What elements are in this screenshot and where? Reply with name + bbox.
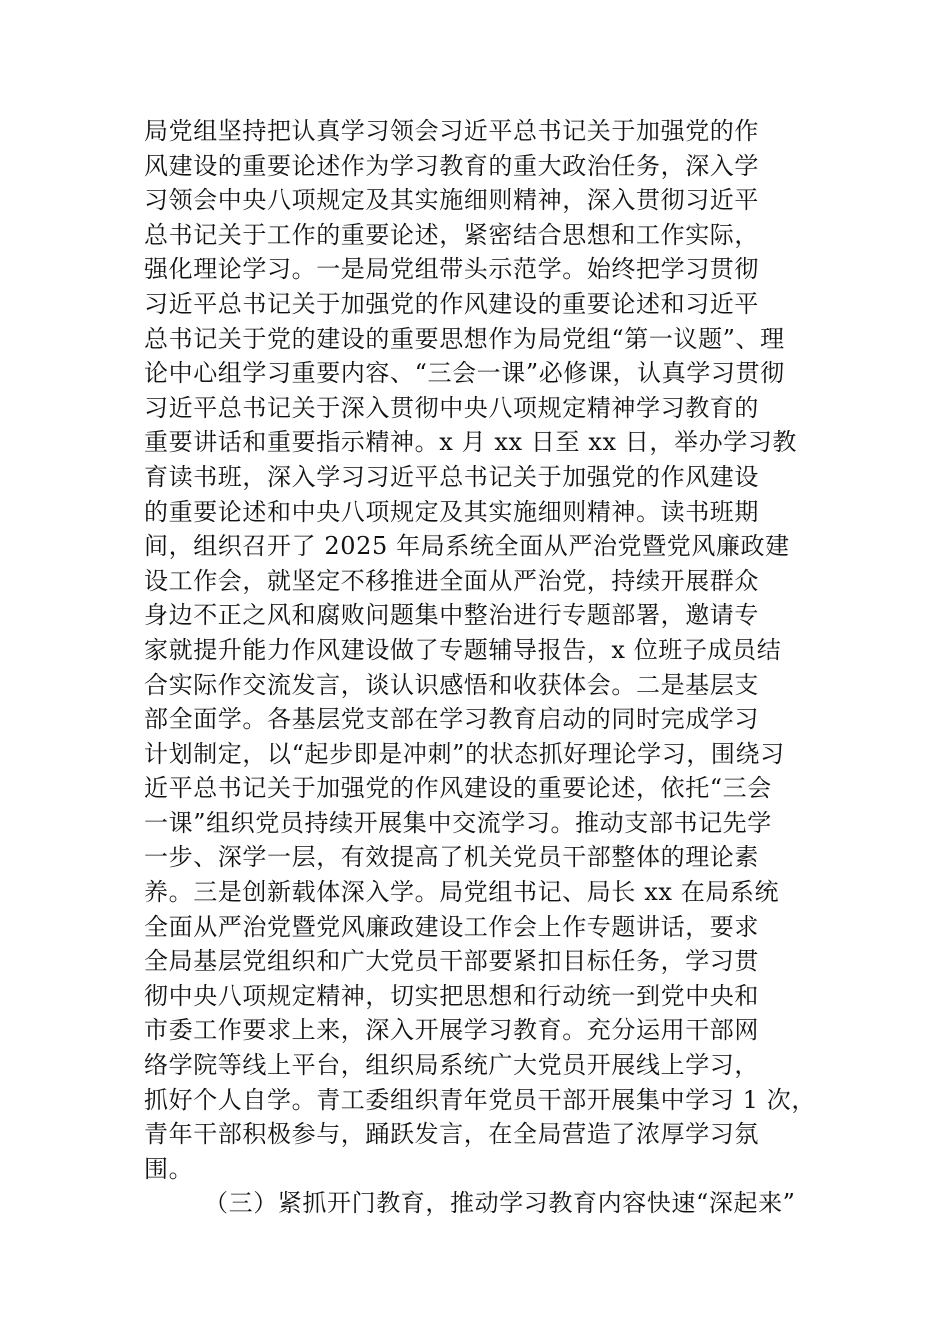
- text-line-3: 习领会中央八项规定及其实施细则精神，深入贯彻习近平: [144, 186, 759, 215]
- text-line-20: 近平总书记关于加强党的作风建设的重要论述，依托“三会: [144, 774, 772, 803]
- text-line-28: 络学院等线上平台，组织局系统广大党员开展线上学习，: [144, 1051, 759, 1080]
- text-line-16: 家就提升能力作风建设做了专题辅导报告，x 位班子成员结: [144, 635, 782, 664]
- text-line-30: 青年干部积极参与，踊跃发言，在全局营造了浓厚学习氛: [144, 1120, 759, 1149]
- text-line-17: 合实际作交流发言，谈认识感悟和收获体会。二是基层支: [144, 670, 759, 699]
- text-line-5: 强化理论学习。一是局党组带头示范学。始终把学习贯彻: [144, 255, 759, 284]
- text-line-8: 论中心组学习重要内容、“三会一课”必修课，认真学习贯彻: [144, 359, 785, 388]
- text-line-18: 部全面学。各基层党支部在学习教育启动的同时完成学习: [144, 705, 759, 734]
- text-line-29: 抓好个人自学。青工委组织青年党员干部开展集中学习 1 次，: [144, 1085, 816, 1114]
- text-line-14: 设工作会，就坚定不移推进全面从严治党，持续开展群众: [144, 566, 759, 595]
- text-line-13: 间，组织召开了 2025 年局系统全面从严治党暨党风廉政建: [144, 532, 790, 561]
- text-line-11: 育读书班，深入学习习近平总书记关于加强党的作风建设: [144, 462, 759, 491]
- text-line-10: 重要讲话和重要指示精神。x 月 xx 日至 xx 日，举办学习教: [144, 428, 798, 457]
- text-line-9: 习近平总书记关于深入贯彻中央八项规定精神学习教育的: [144, 393, 759, 422]
- text-line-21: 一课”组织党员持续开展集中交流学习。推动支部书记先学: [144, 808, 772, 837]
- text-line-7: 总书记关于党的建设的重要思想作为局党组“第一议题”、理: [144, 324, 785, 353]
- text-line-22: 一步、深学一层，有效提高了机关党员干部整体的理论素: [144, 843, 759, 872]
- text-line-12: 的重要论述和中央八项规定及其实施细则精神。读书班期: [144, 497, 759, 526]
- text-line-1: 局党组坚持把认真学习领会习近平总书记关于加强党的作: [144, 117, 759, 145]
- text-line-26: 彻中央八项规定精神，切实把思想和行动统一到党中央和: [144, 981, 759, 1010]
- body-text: [144, 114, 844, 1221]
- text-line-19: 计划制定，以“起步即是冲刺”的状态抓好理论学习，围绕习: [144, 739, 785, 768]
- text-line-6: 习近平总书记关于加强党的作风建设的重要论述和习近平: [144, 289, 759, 318]
- text-line-25: 全局基层党组织和广大党员干部要紧扣目标任务，学习贯: [144, 947, 759, 976]
- text-line-15: 身边不正之风和腐败问题集中整治进行专题部署，邀请专: [144, 601, 759, 630]
- text-line-23: 养。三是创新载体深入学。局党组书记、局长 xx 在局系统: [144, 878, 780, 907]
- text-line-27: 市委工作要求上来，深入开展学习教育。充分运用干部网: [144, 1016, 759, 1045]
- text-line-4: 总书记关于工作的重要论述，紧密结合思想和工作实际，: [144, 220, 759, 249]
- text-line-2: 风建设的重要论述作为学习教育的重大政治任务，深入学: [144, 151, 759, 180]
- section-heading: （三）紧抓开门教育，推动学习教育内容快速“深起来”: [204, 1189, 796, 1218]
- text-line-24: 全面从严治党暨党风廉政建设工作会上作专题讲话，要求: [144, 912, 759, 941]
- text-line-31: 围。: [144, 1154, 194, 1183]
